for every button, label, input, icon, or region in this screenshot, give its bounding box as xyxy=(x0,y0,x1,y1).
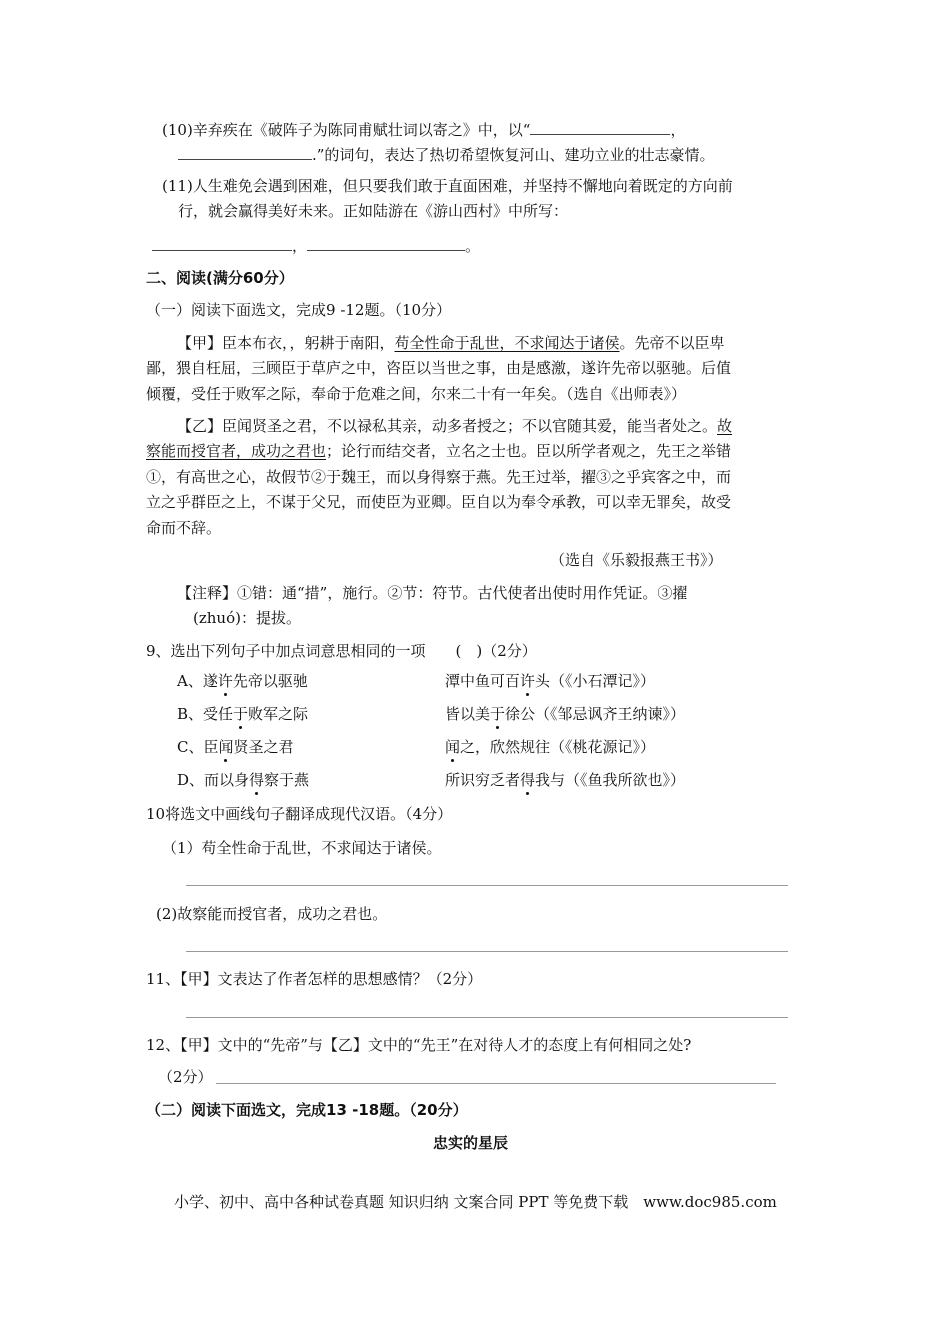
passage-jia-text: 【甲】臣本布衣，，躬耕于南阳， xyxy=(177,334,395,352)
q10-fill-prefix: (10)辛弃疾在《破阵子为陈同甫赋壮词以寄之》中，以“ xyxy=(162,121,531,139)
option-text: 我与（《鱼我所欲也》） xyxy=(535,771,686,789)
q11-fill-line1: (11)人生难免会遇到困难，但只要我们敢于直面困难，并坚持不懈地向着既定的方向前 xyxy=(162,177,733,195)
q10-item1: （1）苟全性命于乱世，不求闻达于诸侯。 xyxy=(162,839,442,857)
answer-blank[interactable] xyxy=(178,145,312,160)
passage-jia-line1 xyxy=(177,333,725,353)
q10-fill-suffix: .”的词句，表达了热切希望恢复河山、建功立业的壮志豪情。 xyxy=(312,146,715,164)
dotted-word: 得 xyxy=(249,771,265,789)
q11-fill-line2: 行，就会赢得美好未来。正如陆游在《游山西村》中所写： xyxy=(178,202,569,220)
dotted-word: 许 xyxy=(217,672,233,690)
option-text: B、受任 xyxy=(177,705,234,723)
option-text: D、而以身 xyxy=(177,771,250,789)
dotted-word: 于 xyxy=(233,705,249,723)
q10-stem: 10将选文中画线句子翻译成现代汉语。（4分） xyxy=(146,805,453,823)
dotted-word: 得 xyxy=(520,771,536,789)
q9-option-b-right xyxy=(445,704,685,724)
underlined-sentence-2: 察能而授官者，成功之君也 xyxy=(146,442,327,460)
answer-line[interactable] xyxy=(186,1017,788,1018)
answer-blank[interactable] xyxy=(152,236,292,251)
passage-yi-line5: 命而不辞。 xyxy=(146,519,222,537)
option-text: 败军之际 xyxy=(248,705,309,723)
option-text: 贤圣之君 xyxy=(233,738,294,756)
dotted-word: 闻 xyxy=(218,738,234,756)
option-text: 先帝以驱驰 xyxy=(232,672,308,690)
underlined-sentence-2-start: 故 xyxy=(717,417,733,435)
q9-option-a-left[interactable] xyxy=(177,671,308,691)
q9-option-c-right xyxy=(445,737,655,757)
passage-jia-text: 。先帝不以臣卑 xyxy=(619,334,725,352)
answer-blank[interactable] xyxy=(530,120,670,135)
passage-jia-line3: 倾覆，受任于败军之际，奉命于危难之间，尔来二十有一年矣。（选自《出师表》） xyxy=(146,385,687,403)
q10-fill-comma: ， xyxy=(670,121,686,139)
underlined-sentence-1: 苟全性命于乱世，不求闻达于诸侯 xyxy=(394,334,620,352)
q11-fill-end: 。 xyxy=(465,237,481,255)
q9-option-d-left[interactable] xyxy=(177,770,309,790)
q9-option-c-left[interactable] xyxy=(177,737,294,757)
option-text: A、遂 xyxy=(177,672,218,690)
answer-line[interactable] xyxy=(186,885,788,886)
dotted-word: 于 xyxy=(490,705,506,723)
q10-fill-line2 xyxy=(178,145,714,165)
article-title: 忠实的星辰 xyxy=(433,1134,509,1152)
q12-stem: 12、【甲】文中的“先帝”与【乙】文中的“先王”在对待人才的态度上有何相同之处? xyxy=(146,1036,692,1054)
notes-line2: (zhuó)：提拔。 xyxy=(193,609,301,627)
section-title: 二、阅读(满分60分） xyxy=(146,269,294,287)
answer-blank[interactable] xyxy=(307,236,465,251)
passage-yi-line4: 立之乎群臣之上，不谋于父兄，而使臣为亚卿。臣自以为奉令承教，可以幸无罪矣，故受 xyxy=(146,493,732,511)
passage-yi-line2 xyxy=(146,441,731,461)
page-footer: 小学、初中、高中各种试卷真题 知识归纳 文案合同 PPT 等免费下载 www.doc985.com xyxy=(174,1193,777,1211)
option-text: C、臣 xyxy=(177,738,219,756)
answer-line[interactable] xyxy=(186,951,788,952)
q12-score: （2分） xyxy=(158,1068,213,1086)
q11-fill-comma: ， xyxy=(292,237,308,255)
part1-intro: （一）阅读下面选文，完成9 -12题。（10分） xyxy=(146,301,452,319)
q11-stem: 11、【甲】文表达了作者怎样的思想感情？（2分） xyxy=(146,970,483,988)
q9-option-a-right xyxy=(445,671,655,691)
part2-intro: （二）阅读下面选文，完成13 -18题。（20分） xyxy=(146,1101,468,1119)
q11-fill-blanks xyxy=(152,236,480,256)
passage-yi-source: （选自《乐毅报燕王书》） xyxy=(550,551,723,569)
option-text: 所识穷乏者 xyxy=(445,771,521,789)
passage-yi-line1 xyxy=(177,416,732,436)
option-text: 之，欣然规往（《桃花源记》） xyxy=(460,738,656,756)
q10-fill-line1 xyxy=(162,120,685,140)
passage-yi-line3: ①，有高世之心，故假节②于魏王，而以身得察于燕。先王过举，擢③之乎宾客之中，而 xyxy=(146,468,732,486)
option-text: 皆以美 xyxy=(445,705,491,723)
q9-stem: 9、选出下列句子中加点词意思相同的一项 ( )（2分） xyxy=(146,642,537,660)
dotted-word: 许 xyxy=(520,672,536,690)
dotted-word: 闻 xyxy=(445,738,461,756)
option-text: 潭中鱼可百 xyxy=(445,672,521,690)
passage-yi-text: ；论行而结交者，立名之士也。臣以所学者观之，先王之举错 xyxy=(326,442,732,460)
passage-jia-line2: 鄙，猥自枉屈，三顾臣于草庐之中，咨臣以当世之事，由是感激，遂许先帝以驱驰。后值 xyxy=(146,359,732,377)
option-text: 徐公（《邹忌讽齐王纳谏》） xyxy=(505,705,686,723)
answer-line[interactable] xyxy=(216,1083,776,1084)
q9-option-d-right xyxy=(445,770,685,790)
q10-item2: (2)故察能而授官者，成功之君也。 xyxy=(156,905,388,923)
notes-line1: 【注释】①错：通“措”，施行。②节：符节。古代使者出使时用作凭证。③擢 xyxy=(177,584,688,602)
option-text: 察于燕 xyxy=(264,771,310,789)
passage-yi-text: 【乙】臣闻贤圣之君，不以禄私其亲，动多者授之；不以官随其爱，能当者处之。 xyxy=(177,417,718,435)
q9-option-b-left[interactable] xyxy=(177,704,308,724)
option-text: 头（《小石潭记》） xyxy=(535,672,656,690)
